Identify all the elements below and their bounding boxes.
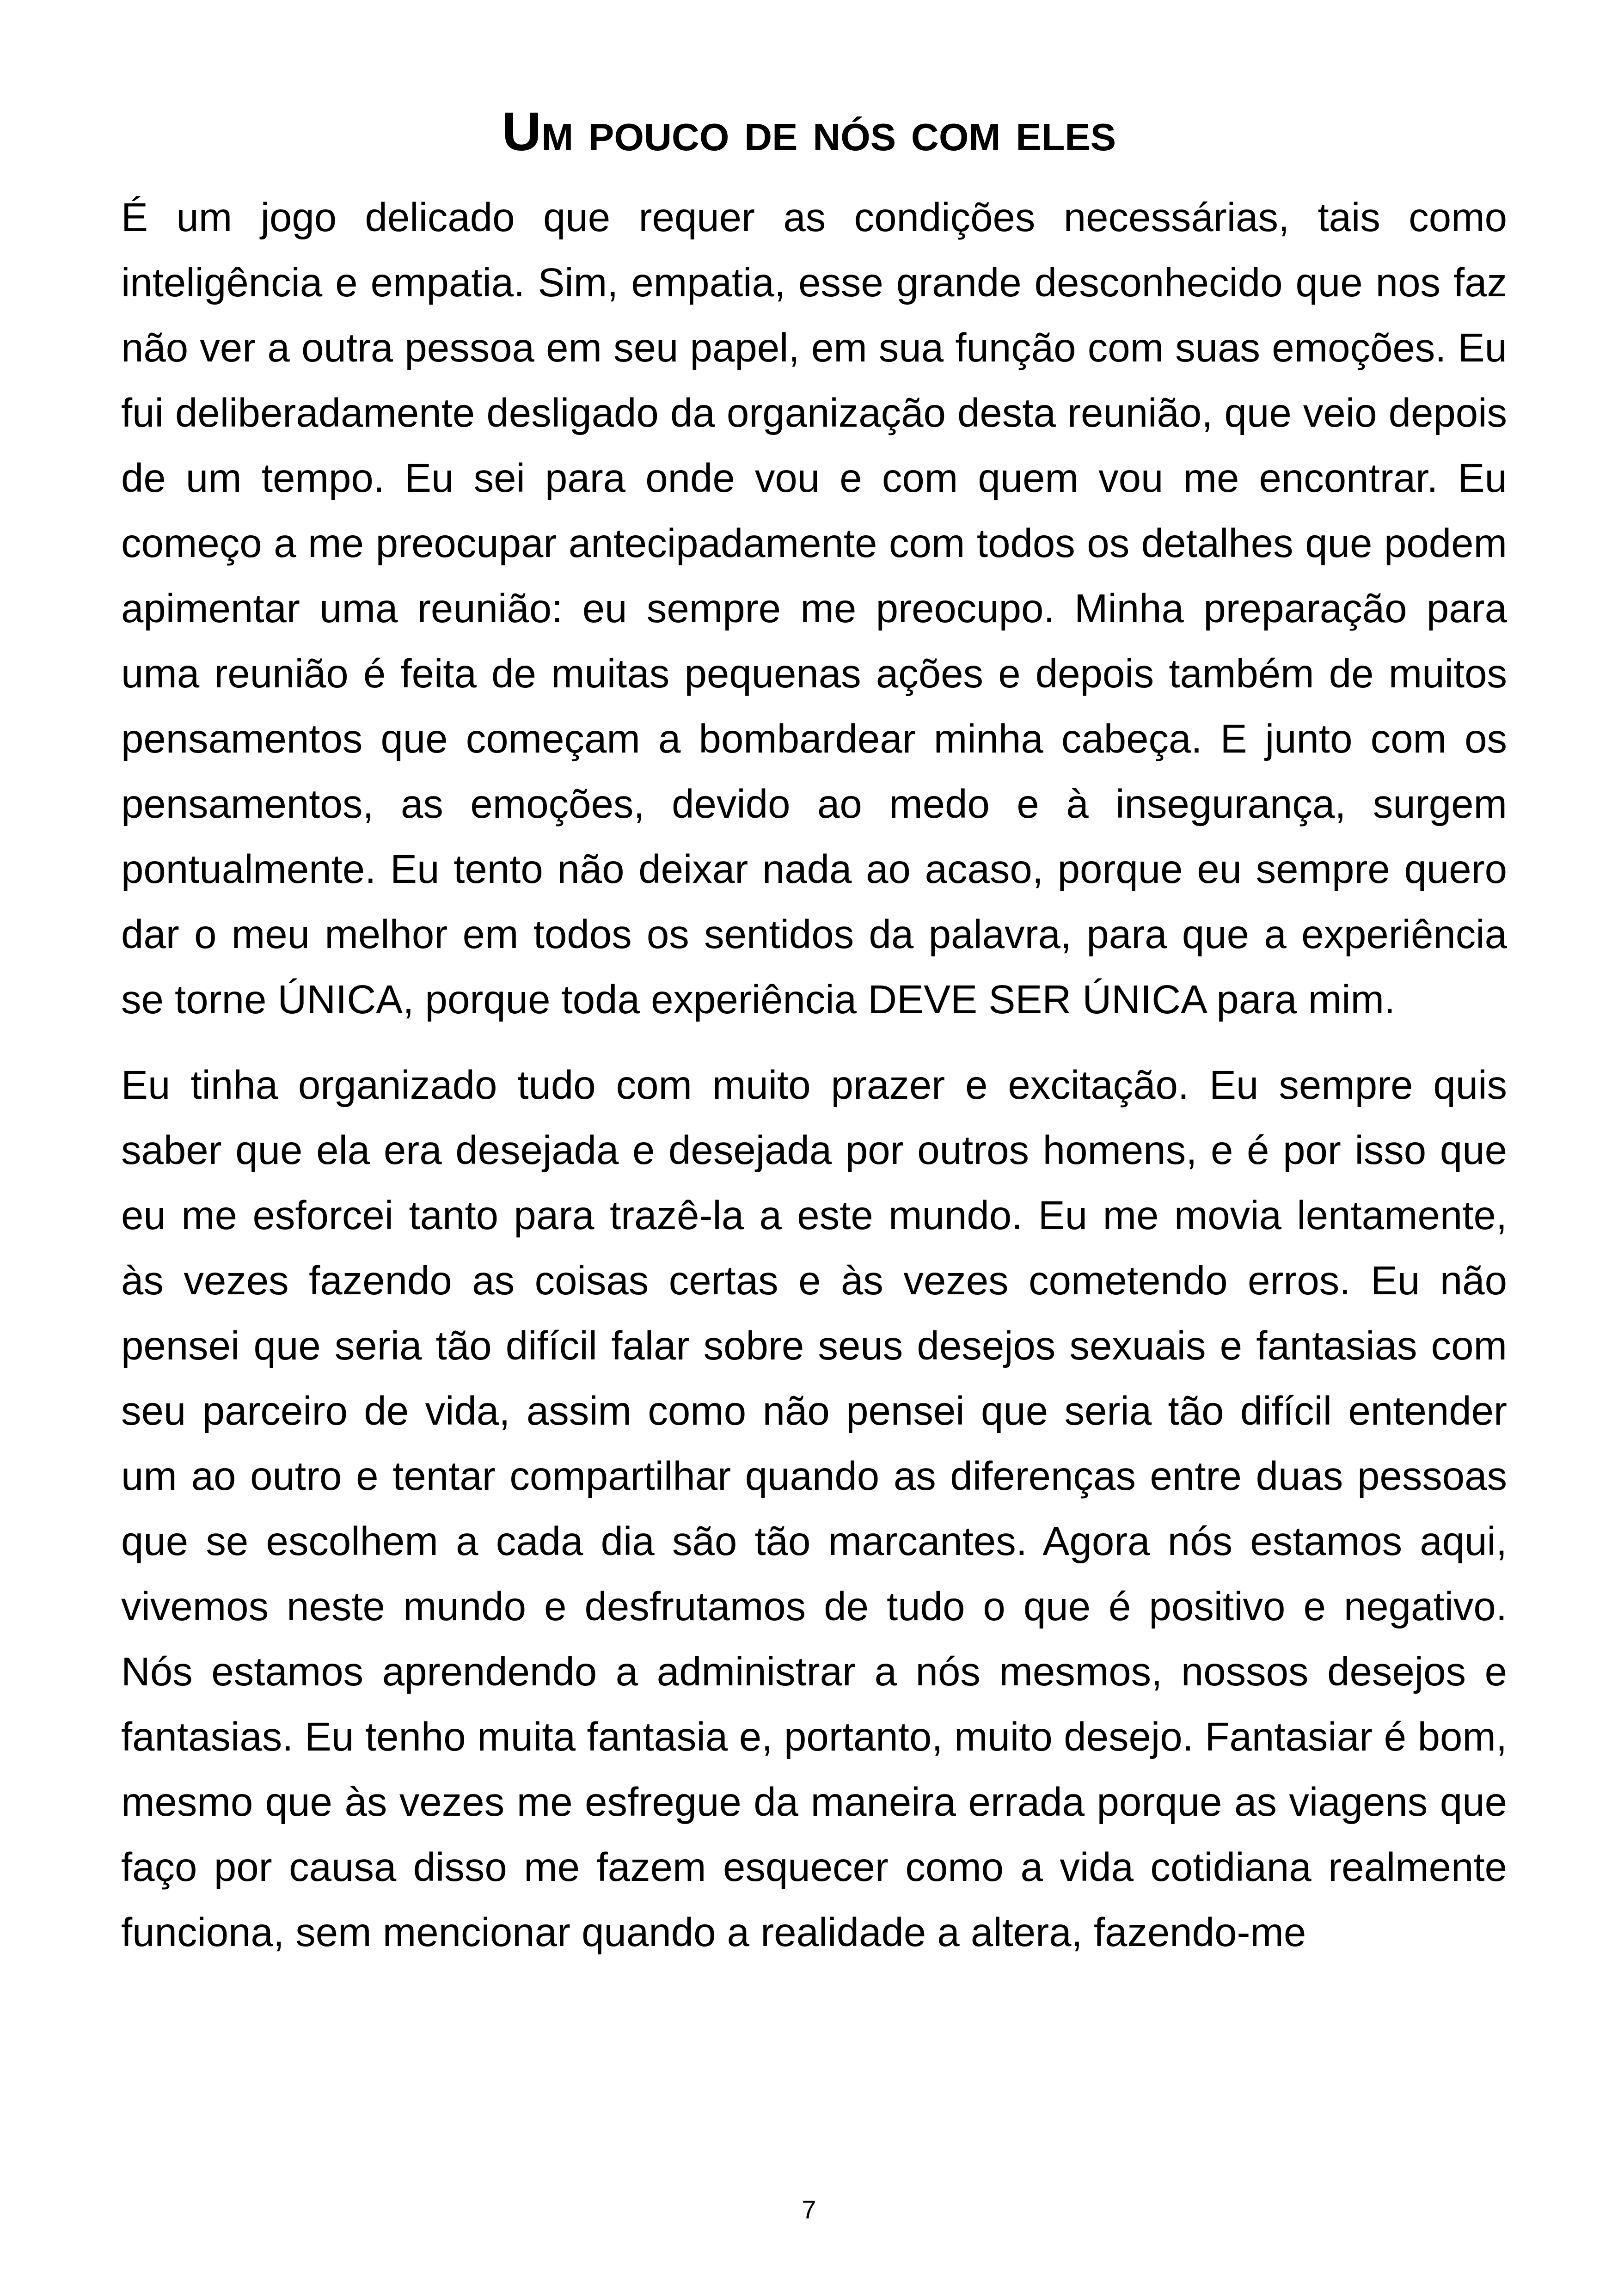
paragraph-1: É um jogo delicado que requer as condições necessárias, tais como inteligência e empatia. Sim, empatia, esse grande desconhecido que nos faz não ver a outra pessoa em seu papel, em sua função com suas emoções. Eu fui deliberadamente desligado da organização desta reunião, que veio depois de um tempo. Eu sei para onde vou e com quem vou me encontrar. Eu começo a me preocupar antecipadamente com todos os detalhes que podem apimentar uma reunião: eu sempre me preocupo. Minha preparação para uma reunião é feita de muitas pequenas ações e depois também de muitos pensamentos que começam a bombardear minha cabeça. E junto com os pensamentos, as emoções, devido ao medo e à insegurança, surgem pontualmente. Eu tento não deixar nada ao acaso, porque eu sempre quero dar o meu melhor em todos os sentidos da palavra, para que a experiência se torne ÚNICA, porque toda experiência DEVE SER ÚNICA para mim. <box>121 195 1507 1022</box>
chapter-title: Um pouco de nós com eles <box>502 101 1116 162</box>
page-number: 7 <box>802 2195 816 2224</box>
paragraph-2: Eu tinha organizado tudo com muito prazer e excitação. Eu sempre quis saber que ela era desejada e desejada por outros homens, e é por isso que eu me esforcei tanto para trazê-la a este mundo. Eu me movia lentamente, às vezes fazendo as coisas certas e às vezes cometendo erros. Eu não pensei que seria tão difícil falar sobre seus desejos sexuais e fantasias com seu parceiro de vida, assim como não pensei que seria tão difícil entender um ao outro e tentar compartilhar quando as diferenças entre duas pessoas que se escolhem a cada dia são tão marcantes. Agora nós estamos aqui, vivemos neste mundo e desfrutamos de tudo o que é positivo e negativo. Nós estamos aprendendo a administrar a nós mesmos, nossos desejos e fantasias. Eu tenho muita fantasia e, portanto, muito desejo. Fantasiar é bom, mesmo que às vezes me esfregue da maneira errada porque as viagens que faço por causa disso me fazem esquecer como a vida cotidiana realmente funciona, sem mencionar quando a realidade a altera, fazendo-me <box>121 1063 1507 1955</box>
body-text <box>121 185 1507 1965</box>
